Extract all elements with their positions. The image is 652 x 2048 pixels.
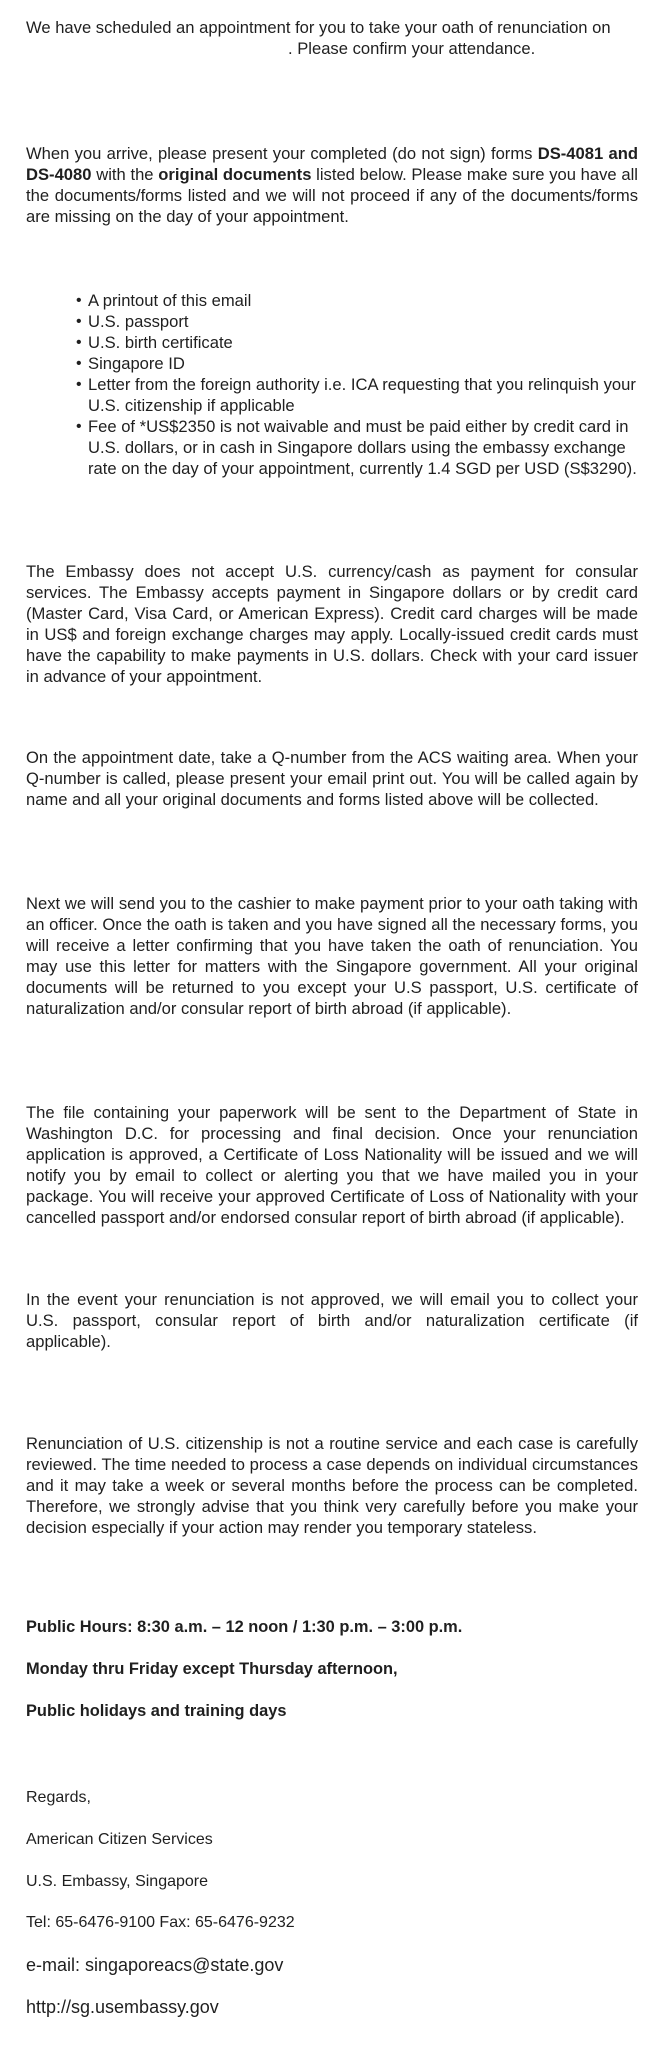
intro-confirm-text: . Please confirm your attendance.: [288, 39, 536, 58]
intro-paragraph: [26, 17, 638, 59]
not-approved-paragraph: In the event your renunciation is not approved, we will email you to collect your U.S. passport, consular report of birth and/or naturalization certificate (if applicable).: [26, 1290, 638, 1351]
list-item: • Singapore ID: [26, 353, 638, 374]
public-days: [26, 1658, 638, 1680]
public-hours-line: Public Hours: 8:30 a.m. – 12 noon / 1:30 p.m. – 3:00 p.m.: [26, 1618, 463, 1636]
file-processing-paragraph: The file containing your paperwork will be sent to the Department of State in Washington D.C. for processing and final decision. Once your renunciation application is approved, a Certificate of Loss Nationality will be issued and we will notify you by email to collect or alerting you that we have mailed you in your package. You will receive your approved Certificate of Loss of Nationality with your cancelled passport and/or endorsed consular report of birth abroad (if applicable).: [26, 1103, 638, 1227]
embassy-name: U.S. Embassy, Singapore: [26, 1873, 209, 1890]
q-number-paragraph: On the appointment date, take a Q-number from the ACS waiting area. When your Q-number is called, please present your email print out. You will be called again by name and all your original documents and forms listed above will be collected.: [26, 748, 638, 809]
present-text-2: with the: [91, 165, 159, 184]
signature-phone: [26, 1912, 638, 1934]
public-holidays: [26, 1700, 638, 1722]
requirements-list: [26, 290, 638, 479]
website-link[interactable]: http://sg.usembassy.gov: [26, 1997, 219, 2017]
signature-block: [26, 1787, 638, 1809]
public-holidays-line: Public holidays and training days: [26, 1702, 287, 1720]
email-label: e-mail:: [26, 1955, 86, 1975]
phone-fax: Tel: 65-6476-9100 Fax: 65-6476-9232: [26, 1914, 295, 1931]
department-name: American Citizen Services: [26, 1831, 213, 1848]
regards-text: Regards,: [26, 1789, 91, 1806]
list-item: • U.S. passport: [26, 311, 638, 332]
routine-service-paragraph: Renunciation of U.S. citizenship is not a routine service and each case is carefully reviewed. The time needed to process a case depends on individual circumstances and it may take a week or several months before the process can be completed. Therefore, we strongly advise that you think very carefully before you make your decision especially if your action may render you temporary stateless.: [26, 1434, 638, 1537]
email-line: [26, 1953, 638, 1977]
cashier-paragraph: Next we will send you to the cashier to make payment prior to your oath taking with an officer. Once the oath is taken and you have signed all the necessary forms, you will receive a letter confirming that you have taken the oath of renunciation. You may use this letter for matters with the Singapore government. All your original documents will be returned to you except your U.S passport, U.S. certificate of naturalization and/or consular report of birth abroad (if applicable).: [26, 894, 638, 1018]
signature-website: [26, 1995, 638, 2019]
present-forms-paragraph: [26, 143, 638, 227]
original-documents-bold: original documents: [158, 165, 312, 184]
forms-bold: DS-4081 and DS-4080: [26, 144, 638, 184]
signature-embassy: [26, 1871, 638, 1893]
list-item: • U.S. birth certificate: [26, 332, 638, 353]
intro-text: We have scheduled an appointment for you to take your oath of renunciation on: [26, 18, 611, 37]
signature-email: [26, 1953, 638, 1977]
payment-paragraph: The Embassy does not accept U.S. currency/cash as payment for consular services. The Embassy accepts payment in Singapore dollars or by credit card (Master Card, Visa Card, or American Express). Credit card charges will be made in US$ and foreign exchange charges may apply. Locally-issued credit cards must have the capability to make payments in U.S. dollars. Check with your card issuer in advance of your appointment.: [26, 562, 638, 686]
email-link[interactable]: singaporeacs@state.gov: [85, 1955, 284, 1975]
present-text-3: listed below. Please make sure you have all the documents/forms listed and we will not proceed if any of the documents/forms are missing on the day of your appointment.: [26, 165, 638, 226]
list-item: • Fee of *US$2350 is not waivable and must be paid either by credit card in U.S. dollars, or in cash in Singapore dollars using the embassy exchange rate on the day of your appointment, currently 1.4 SGD per USD (S$3290).: [26, 416, 638, 479]
present-text-1: When you arrive, please present your completed (do not sign) forms: [26, 144, 538, 163]
public-hours: [26, 1616, 638, 1638]
signature-dept: [26, 1829, 638, 1851]
list-item: • A printout of this email: [26, 290, 638, 311]
public-days-line: Monday thru Friday except Thursday afternoon,: [26, 1660, 398, 1678]
list-item: • Letter from the foreign authority i.e. ICA requesting that you relinquish your U.S. citizenship if applicable: [26, 374, 638, 416]
